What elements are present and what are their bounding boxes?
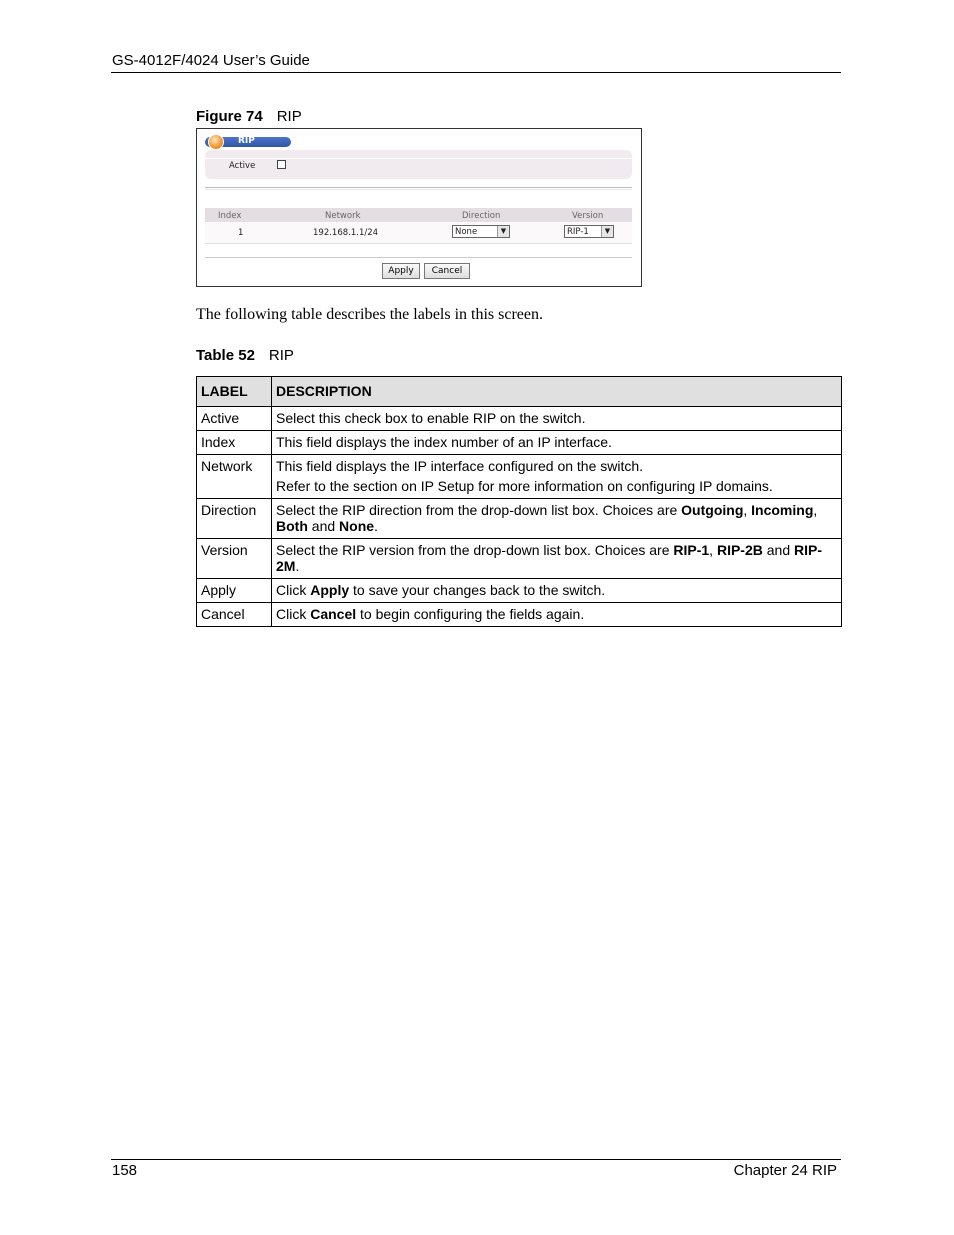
- table-caption-title: RIP: [268, 347, 294, 364]
- column-version: Version: [572, 211, 604, 221]
- description-bold: RIP-2B: [716, 542, 763, 558]
- button-separator: [205, 257, 632, 258]
- active-checkbox[interactable]: [277, 160, 286, 169]
- rip-screen-title: RIP: [238, 136, 255, 146]
- row-description: Select this check box to enable RIP on the switch.: [272, 407, 842, 431]
- section-separator-shadow: [205, 189, 632, 190]
- table-row: [197, 539, 842, 579]
- description-text: ,: [743, 502, 752, 518]
- table-row: [197, 603, 842, 627]
- header-label: LABEL: [197, 377, 272, 407]
- table-row: [197, 431, 842, 455]
- description-text: and: [762, 542, 794, 558]
- running-header: GS-4012F/4024 User’s Guide: [112, 52, 310, 69]
- direction-select[interactable]: [452, 225, 510, 238]
- chevron-down-icon: ▼: [601, 226, 613, 237]
- row-label: Version: [197, 539, 272, 579]
- description-bold: Outgoing: [681, 502, 744, 518]
- description-text: .: [374, 518, 378, 534]
- row-divider: [205, 243, 632, 244]
- row-label: Active: [197, 407, 272, 431]
- rip-orb-icon: [208, 134, 224, 150]
- version-select[interactable]: [564, 225, 614, 238]
- column-index: Index: [218, 211, 242, 221]
- section-separator: [205, 187, 632, 188]
- row-label: Apply: [197, 579, 272, 603]
- table-caption-label: Table 52: [196, 347, 255, 364]
- intro-paragraph: The following table describes the labels in this screen.: [196, 306, 544, 323]
- row-description: [272, 455, 842, 499]
- cancel-button[interactable]: Cancel: [424, 263, 470, 279]
- description-bold: Both: [276, 518, 308, 534]
- row-label: Cancel: [197, 603, 272, 627]
- figure-caption: [196, 108, 302, 125]
- rip-table-header: [205, 208, 632, 222]
- page-number: 158: [112, 1162, 138, 1179]
- description-text: Click: [276, 606, 311, 622]
- rip-screenshot: [196, 128, 642, 287]
- active-band-divider: [205, 158, 632, 159]
- column-direction: Direction: [462, 211, 501, 221]
- description-bold: Cancel: [310, 606, 357, 622]
- footer-rule: [111, 1159, 841, 1160]
- table-row: [197, 579, 842, 603]
- direction-select-value: None: [455, 227, 478, 237]
- table-row: [197, 407, 842, 431]
- active-band: [205, 150, 632, 179]
- row-label: Network: [197, 455, 272, 499]
- description-bold: Apply: [310, 582, 350, 598]
- description-text: to save your changes back to the switch.: [349, 582, 606, 598]
- chapter-title: Chapter 24 RIP: [733, 1162, 837, 1179]
- column-network: Network: [325, 211, 361, 221]
- chevron-down-icon: ▼: [497, 226, 509, 237]
- description-line: Refer to the section on IP Setup for more information on configuring IP domains.: [276, 478, 773, 494]
- description-line: This field displays the IP interface configured on the switch.: [276, 458, 644, 474]
- figure-caption-label: Figure 74: [196, 108, 263, 125]
- row-description: This field displays the index number of an IP interface.: [272, 431, 842, 455]
- row-description: [272, 539, 842, 579]
- table-row: [197, 499, 842, 539]
- description-text: Select the RIP version from the drop-down list box. Choices are: [276, 542, 674, 558]
- description-text: .: [295, 558, 300, 574]
- row-description: [272, 579, 842, 603]
- description-bold: RIP-2M: [276, 542, 822, 574]
- row-label: Index: [197, 431, 272, 455]
- active-label: Active: [229, 161, 256, 171]
- row-index: 1: [238, 228, 244, 238]
- description-text: Click: [276, 582, 311, 598]
- header-description: DESCRIPTION: [272, 377, 842, 407]
- header-rule: [111, 72, 841, 73]
- row-description: [272, 603, 842, 627]
- apply-button[interactable]: Apply: [382, 263, 420, 279]
- description-bold: None: [339, 518, 375, 534]
- table-caption: [196, 347, 294, 364]
- description-text: ,: [709, 542, 717, 558]
- row-network: 192.168.1.1/24: [313, 228, 379, 238]
- description-bold: RIP-1: [673, 542, 710, 558]
- description-text: Select the RIP direction from the drop-down list box. Choices are: [276, 502, 682, 518]
- description-text: ,: [813, 502, 818, 518]
- description-text: to begin configuring the fields again.: [356, 606, 585, 622]
- description-text: and: [307, 518, 340, 534]
- table-header-row: [197, 377, 842, 407]
- figure-caption-title: RIP: [276, 108, 302, 125]
- row-label: Direction: [197, 499, 272, 539]
- description-bold: Incoming: [751, 502, 814, 518]
- table-row: [197, 455, 842, 499]
- row-description: [272, 499, 842, 539]
- label-description-table: [196, 376, 842, 627]
- version-select-value: RIP-1: [567, 227, 589, 237]
